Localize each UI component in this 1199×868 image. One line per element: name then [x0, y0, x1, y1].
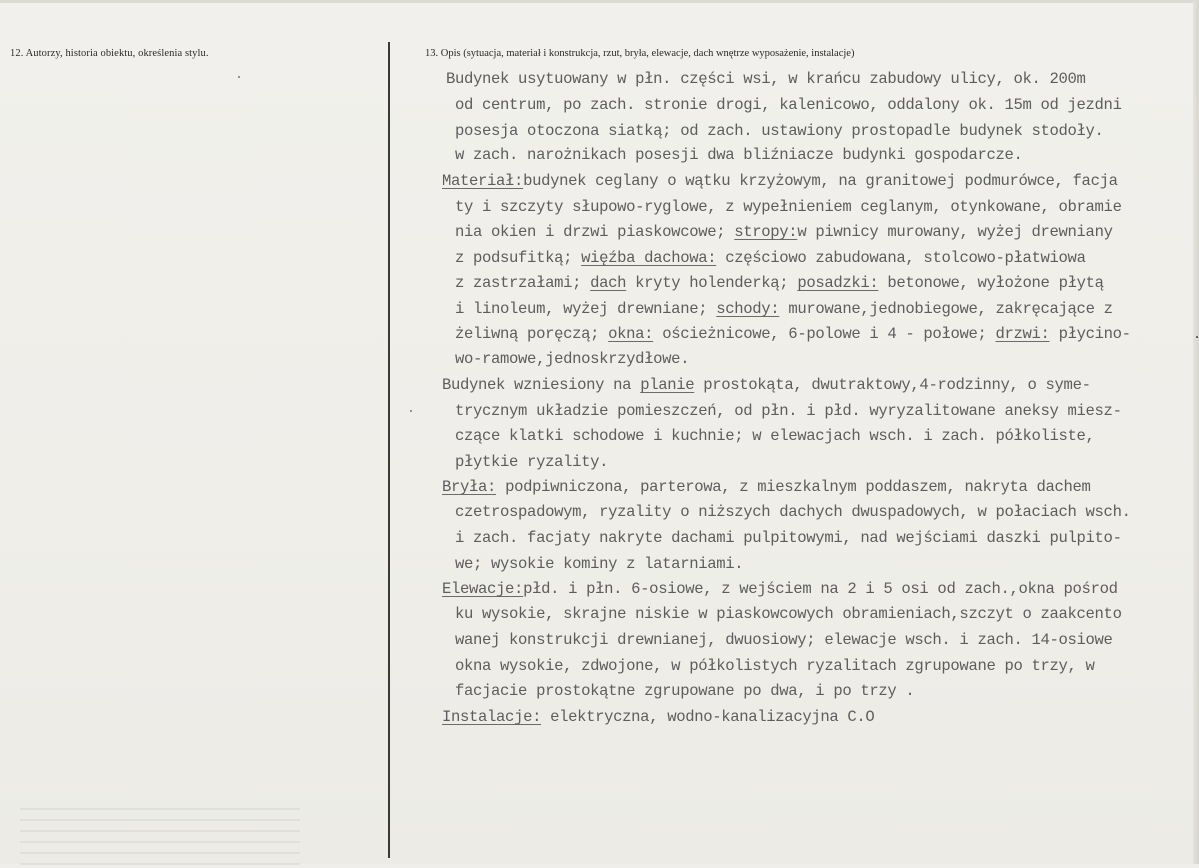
- section-heading-material: Materiał:: [442, 172, 524, 190]
- typed-line: w zach. narożnikach posesji dwa bliźniacze budynki gospodarcze.: [455, 146, 1023, 164]
- typed-line: Budynek wzniesiony na planie prostokąta, dwutraktowy,4-rodzinny, o syme-: [442, 376, 1091, 394]
- term-posadzki: posadzki:: [797, 274, 879, 292]
- typed-line: z zastrzałami; dach kryty holenderką; posadzki: betonowe, wyłożone płytą: [455, 274, 1104, 292]
- section-heading-instalacje: Instalacje:: [442, 708, 542, 726]
- typed-line: ku wysokie, skrajne niskie w piaskowcowych obramieniach,szczyt o zaakcento: [455, 605, 1122, 623]
- typed-line: i zach. facjaty nakryte dachami pulpitowymi, nad wejściami daszki pulpito-: [455, 529, 1122, 547]
- paper-speck: [1196, 336, 1198, 338]
- sheet-right-edge: [1193, 0, 1199, 864]
- typed-line: Elewacje:płd. i płn. 6-osiowe, z wejściem na 2 i 5 osi od zach.,okna pośrod: [442, 580, 1118, 598]
- paper-speck: [238, 76, 240, 78]
- typed-line: okna wysokie, zdwojone, w półkolistych ryzalitach zgrupowane po trzy, w: [455, 657, 1095, 675]
- field-12-label: 12. Autorzy, historia obiektu, określenia stylu.: [10, 48, 209, 59]
- typed-line: nia okien i drzwi piaskowcowe; stropy:w piwnicy murowany, wyżej drewniany: [455, 223, 1113, 241]
- typed-line: żeliwną poręczą; okna: ościeżnicowe, 6-polowe i 4 - połowe; drzwi: płycino-: [455, 325, 1131, 343]
- typed-line: Materiał:budynek ceglany o wątku krzyżowym, na granitowej podmurówce, facja: [442, 172, 1118, 190]
- term-dach: dach: [590, 274, 627, 292]
- typed-line: we; wysokie kominy z latarniami.: [455, 555, 744, 573]
- typed-line: czetrospadowym, ryzality o niższych dachych dwuspadowych, w połaciach wsch.: [455, 503, 1131, 521]
- section-heading-elewacje: Elewacje:: [442, 580, 524, 598]
- typed-line: z podsufitką; więźba dachowa: częściowo zabudowana, stolcowo-płatwiowa: [455, 249, 1086, 267]
- typed-line: wanej konstrukcji drewnianej, dwuosiowy; elewacje wsch. i zach. 14-osiowe: [455, 631, 1113, 649]
- typed-line: od centrum, po zach. stronie drogi, kalenicowo, oddalony ok. 15m od jezdni: [455, 96, 1122, 114]
- section-heading-bryla: Bryła:: [442, 478, 497, 496]
- term-drzwi: drzwi:: [995, 325, 1050, 343]
- typed-line: czące klatki schodowe i kuchnie; w elewacjach wsch. i zach. półkoliste,: [455, 427, 1095, 445]
- typed-line: płytkie ryzality.: [455, 453, 609, 471]
- term-stropy: stropy:: [734, 223, 798, 241]
- typed-line: Budynek usytuowany w płn. części wsi, w krańcu zabudowy ulicy, ok. 200m: [446, 70, 1086, 88]
- field-12-area: [0, 38, 388, 864]
- typed-line: wo-ramowe,jednoskrzydłowe.: [455, 350, 690, 368]
- sheet-top-edge: [0, 0, 1199, 3]
- typed-line: Bryła: podpiwniczona, parterowa, z mieszkalnym poddaszem, nakryta dachem: [442, 478, 1091, 496]
- term-schody: schody:: [716, 300, 780, 318]
- typed-line: posesja otoczona siatką; od zach. ustawiony prostopadle budynek stodoły.: [455, 122, 1104, 140]
- typed-line: trycznym układzie pomieszczeń, od płn. i płd. wyryzalitowane aneksy miesz-: [455, 402, 1122, 420]
- typed-line: Instalacje: elektryczna, wodno-kanalizacyjna C.O: [442, 708, 875, 726]
- typed-line: i linoleum, wyżej drewniane; schody: murowane,jednobiegowe, zakręcające z: [455, 300, 1113, 318]
- typed-line: ty i szczyty słupowo-ryglowe, z wypełnieniem ceglanym, otynkowane, obramie: [455, 198, 1122, 216]
- bleed-through-marks: [20, 808, 300, 868]
- paper-speck: [410, 410, 412, 412]
- term-wiezba: więźba dachowa:: [581, 249, 717, 267]
- typed-line: facjacie prostokątne zgrupowane po dwa, i po trzy .: [455, 682, 915, 700]
- term-planie: planie: [640, 376, 695, 394]
- column-divider: [388, 42, 390, 858]
- term-okna: okna:: [608, 325, 654, 343]
- field-13-label: 13. Opis (sytuacja, materiał i konstrukcja, rzut, bryła, elewacje, dach wnętrze wyposażenie, instalacje): [425, 48, 855, 59]
